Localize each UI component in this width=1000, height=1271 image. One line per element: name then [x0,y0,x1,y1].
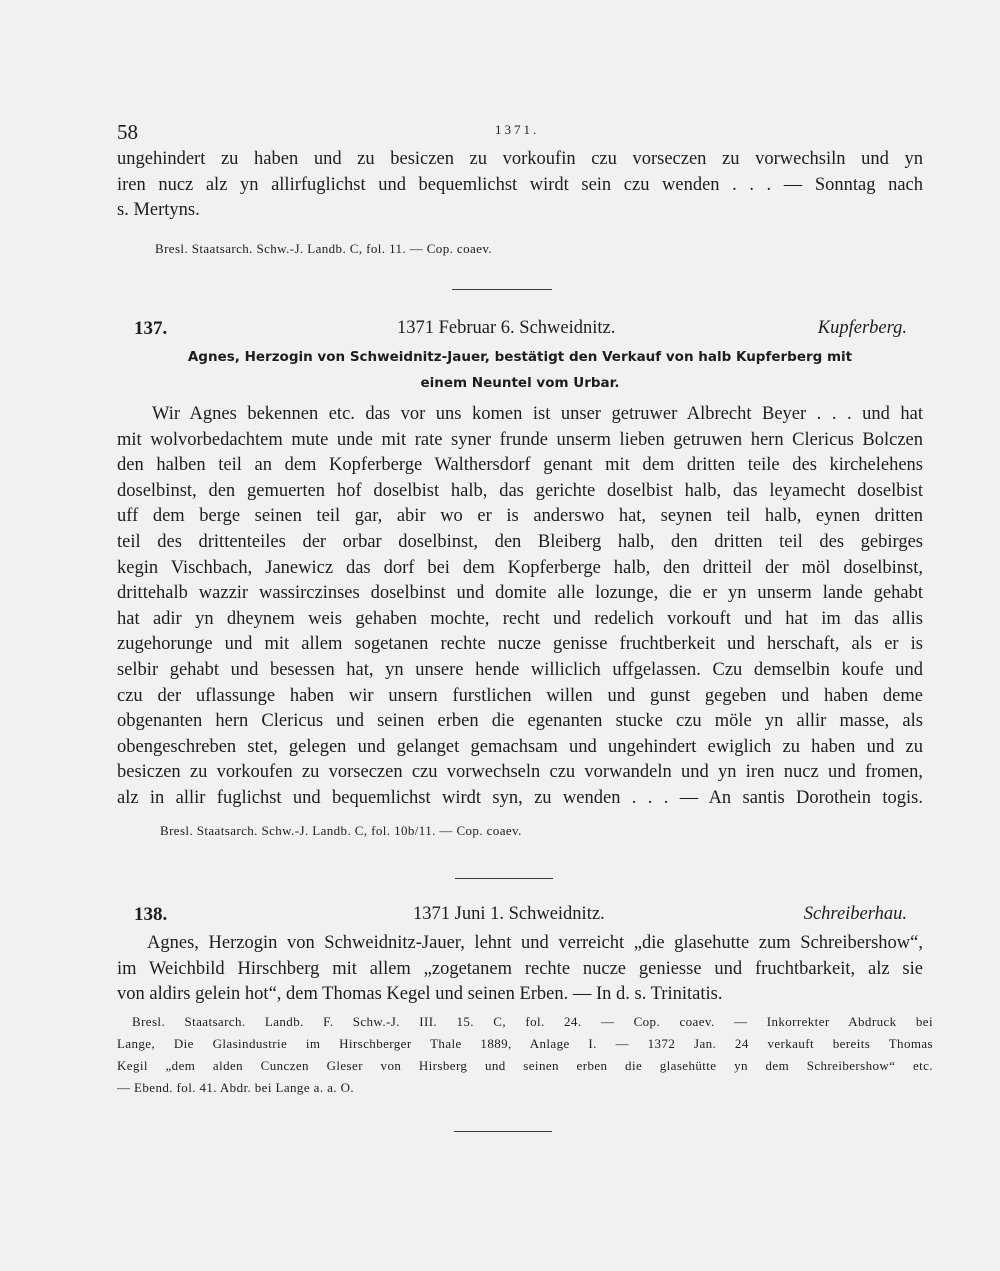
section-divider [454,1131,552,1132]
intro-paragraph [117,147,923,224]
doc138-source [117,1011,933,1099]
document-locality: Kupferberg. [817,318,907,338]
intro-source [155,238,915,260]
text-line: uff dem berge seinen teil gar, abir wo er is anderswo hat, seynen teil halb, eynen dritten [117,506,923,527]
summary-line: einem Neuntel vom Urbar. [420,375,620,391]
section-divider [452,289,552,290]
text-line: mit wolvorbedachtem mute unde mit rate syner frunde unserm lieben getruwen hern Clericus Bolczen [117,429,923,450]
text-line: doselbinst, den gemuerten hof doselbist halb, das gerichte doselbist halb, das leyamecht doselbist [117,480,923,501]
text-line: den halben teil an dem Kopferberge Walthersdorf genant mit dem dritten teile des kirchelehens [117,455,923,476]
running-head-year: 1371. [495,122,540,137]
doc138-body [117,931,923,1008]
text-line: obengeschreben stet, gelegen und gelanget gemachsam und ungehindert ewiglich zu haben und zu [117,736,923,757]
text-line: im Weichbild Hirschberg mit allem „zogetanem rechte nucze geniesse und fruchtbarkeit, alz sie [117,958,923,979]
text-line: zugehorunge und mit allem sogetanen rechte nucze genisse fruchtberkeit und herschaft, als er is [117,634,923,655]
source-note-line: — Ebend. fol. 41. Abdr. bei Lange a. a. O. [117,1080,355,1095]
doc137-summary [117,344,923,396]
text-line: obgenanten hern Clericus und seinen erben die egenanten stucke czu möle yn allir masse, als [117,711,923,732]
text-line: alz in allir fuglichst und bequemlichst wirdt syn, zu wenden . . . — An santis Dorothein togis. [117,787,923,808]
text-line: von aldirs gelein hot“, dem Thomas Kegel und seinen Erben. — In d. s. Trinitatis. [117,984,723,1005]
page-header [117,120,917,148]
doc137-body [117,402,923,812]
document-date-place: 1371 Februar 6. Schweidnitz. [397,318,616,338]
text-line: kegin Vischbach, Janewicz das dorf bei dem Kopferberge halb, den dritteil der möl doselbinst, [117,557,923,578]
doc137-heading [117,318,907,344]
section-divider [455,878,553,879]
source-note: Bresl. Staatsarch. Schw.-J. Landb. C, fol. 11. — Cop. coaev. [155,241,493,256]
source-note-line: Lange, Die Glasindustrie im Hirschberger Thale 1889, Anlage I. — 1372 Jan. 24 verkauft bereits Thomas [117,1036,933,1051]
document-locality: Schreiberhau. [803,904,907,924]
text-line: hat adir yn dheynem weis gehaben mochte, recht und redelich vorkouft und hat im das allis [117,608,923,629]
text-line: besiczen zu vorkoufen zu vorseczen czu vorwechseln czu vorwandeln und yn iren nucz und fromen, [117,762,923,783]
summary-line: Agnes, Herzogin von Schweidnitz-Jauer, bestätigt den Verkauf von halb Kupferberg mit [187,349,853,365]
text-line: Agnes, Herzogin von Schweidnitz-Jauer, lehnt und verreicht „die glasehutte zum Schreibershow“, [147,933,923,953]
document-number: 137. [134,318,168,339]
source-note-line: Kegil „dem alden Cunczen Gleser von Hirsberg und seinen erben die glasehütte yn dem Schreibershow“ etc. [117,1058,933,1073]
document-number: 138. [134,904,168,925]
text-line: Wir Agnes bekennen etc. das vor uns komen ist unser getruwer Albrecht Beyer . . . und hat [152,404,923,424]
text-line: czu der uflassunge haben wir unsern furstlichen willen und gunst gegeben und haben deme [117,685,923,706]
doc137-source [160,820,920,842]
text-line: s. Mertyns. [117,200,200,221]
text-line: drittehalb wazzir wassirczinses doselbinst und domite alle lozunge, die er yn unserm lande gehabt [117,583,923,604]
text-line: teil des drittenteiles der orbar doselbinst, den Bleiberg halb, den dritten teil des gebirges [117,531,923,552]
document-date-place: 1371 Juni 1. Schweidnitz. [413,904,605,924]
page-number: 58 [117,120,138,144]
text-line: iren nucz alz yn allirfuglichst und bequemlichst wirdt sein czu wenden . . . — Sonntag nach [117,174,923,195]
doc138-heading [117,904,907,930]
text-line: ungehindert zu haben und zu besiczen zu vorkoufin czu vorseczen zu vorwechsiln und yn [117,149,923,169]
source-note: Bresl. Staatsarch. Schw.-J. Landb. C, fol. 10b/11. — Cop. coaev. [160,823,522,838]
text-line: selbir gehabt und besessen hat, yn unsere hende williclich uffgelassen. Czu demselbin koufe und [117,659,923,680]
source-note-line: Bresl. Staatsarch. Landb. F. Schw.-J. III. 15. C, fol. 24. — Cop. coaev. — Inkorrekter Abdruck bei [132,1014,933,1029]
